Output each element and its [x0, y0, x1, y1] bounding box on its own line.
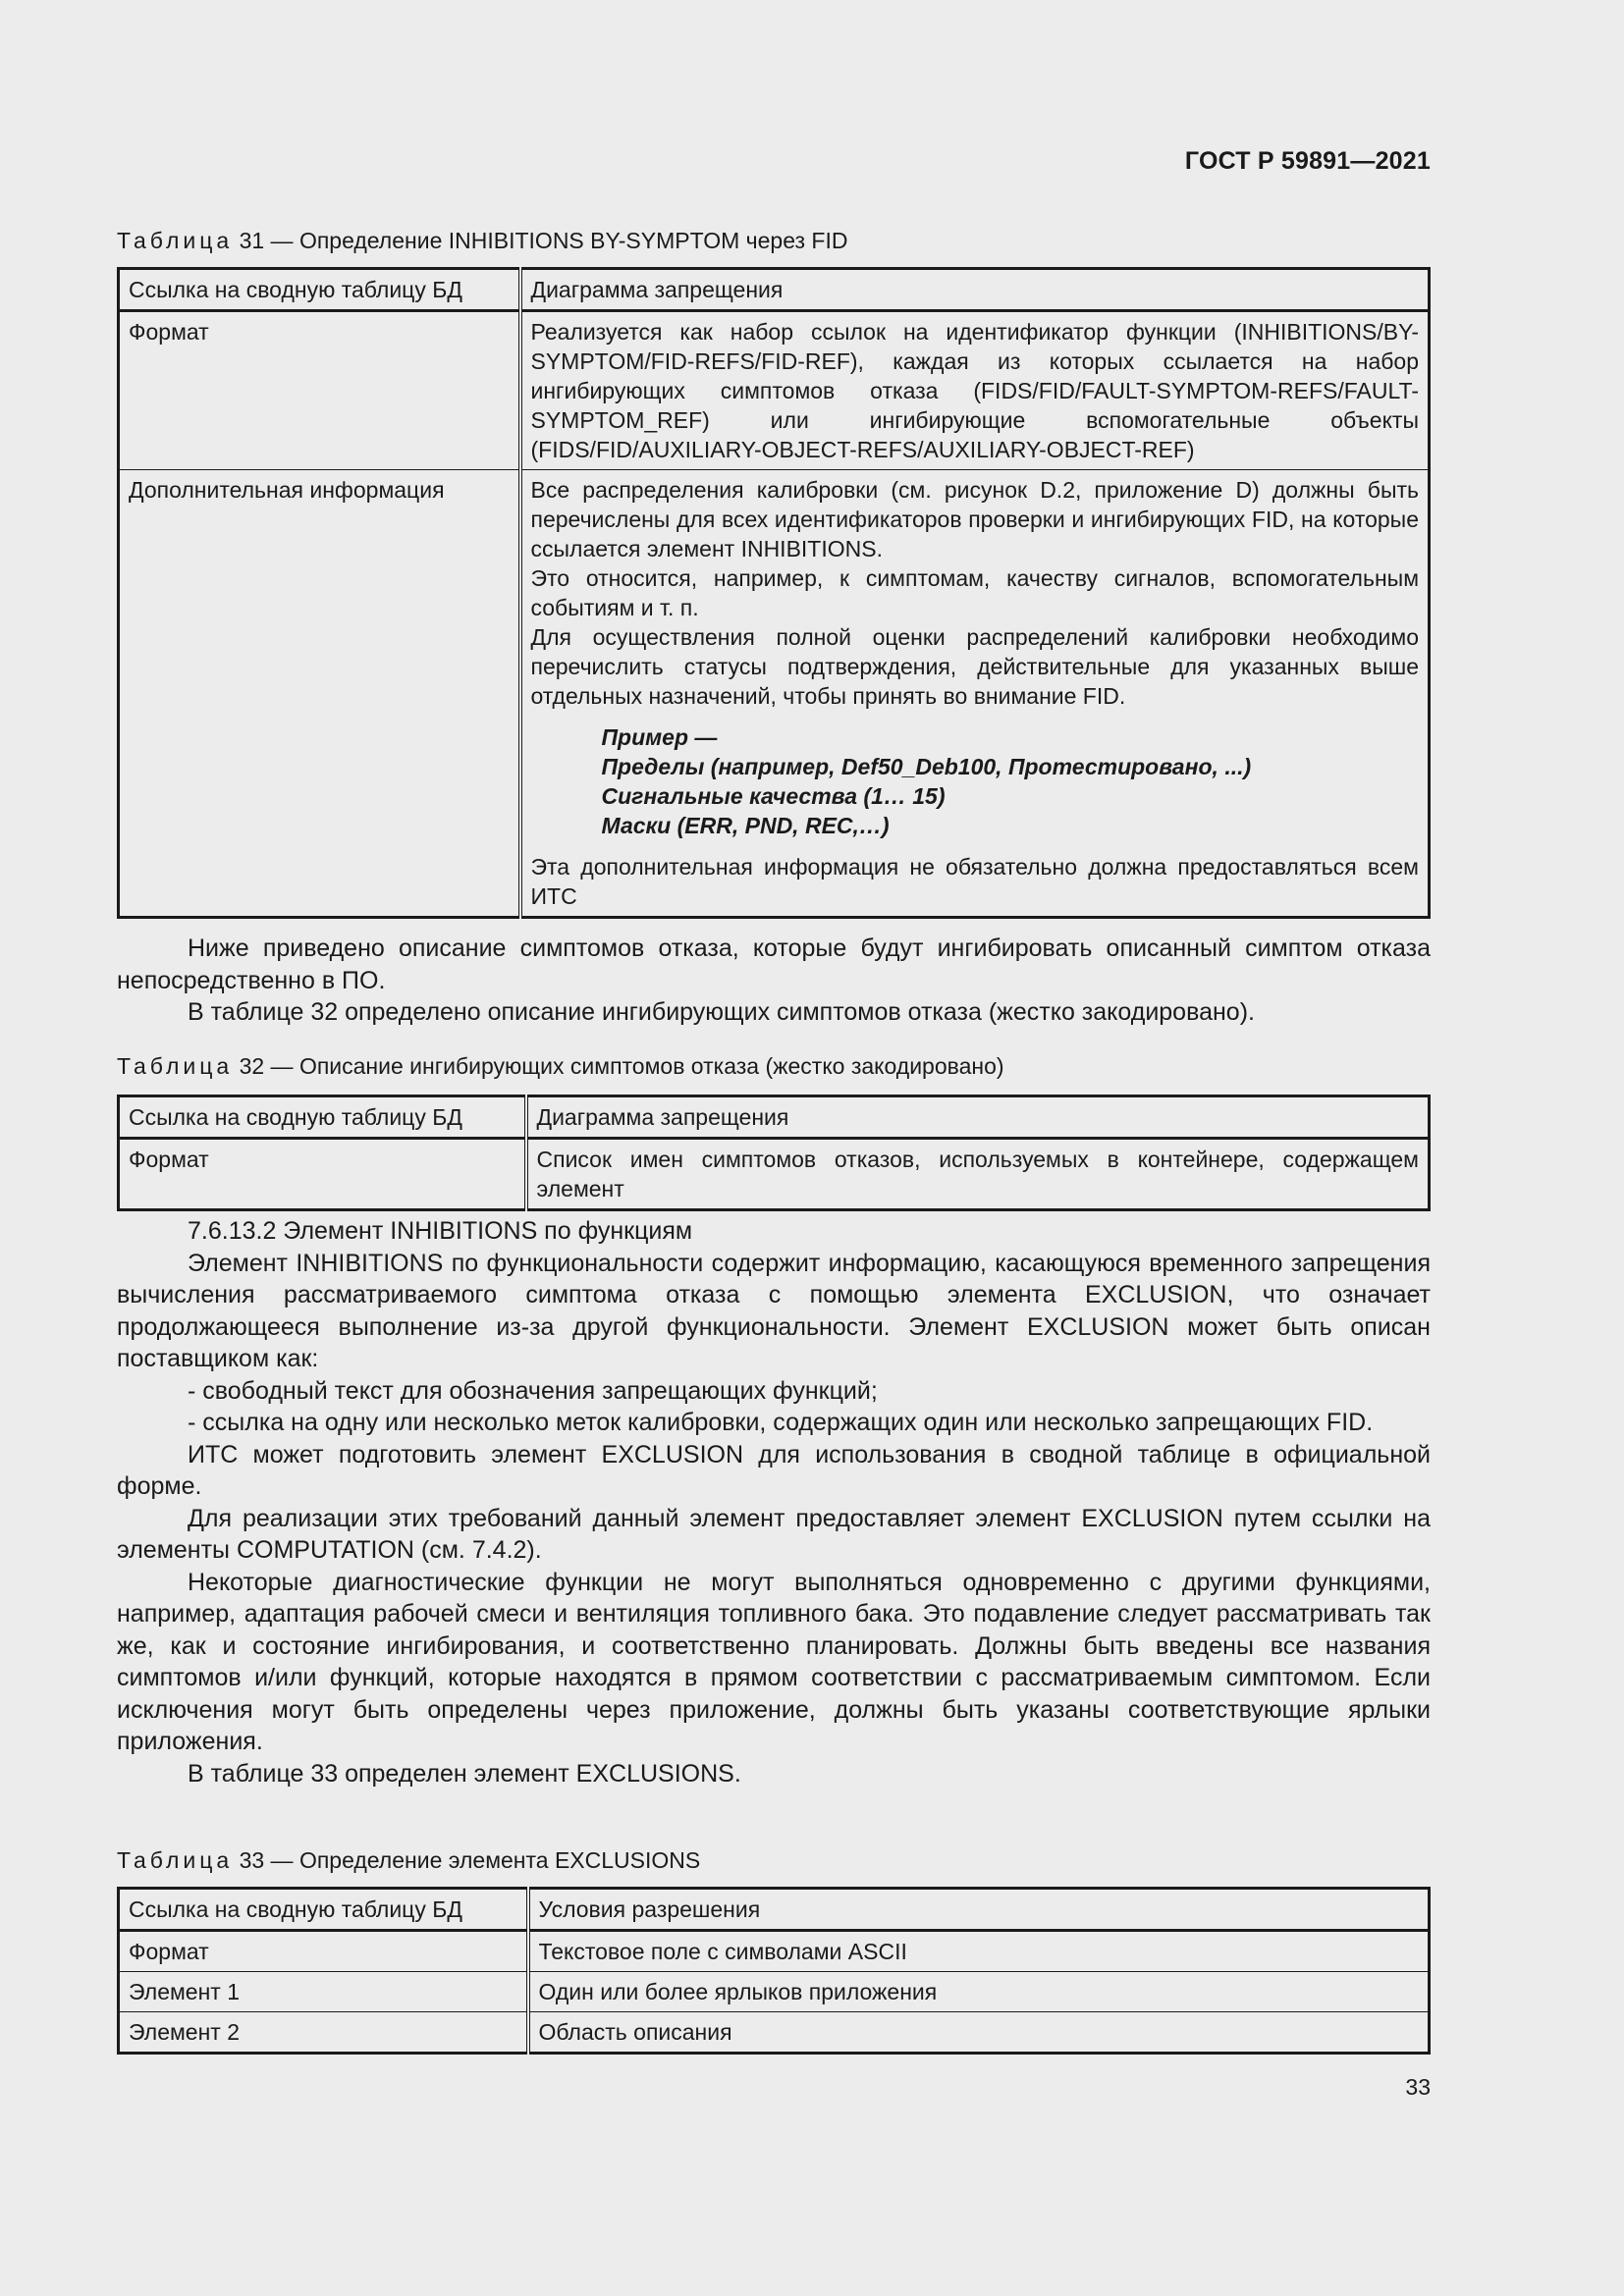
table32-row1-text: Список имен симптомов отказов, используемых в контейнере, содержащем элемент: [526, 1139, 1430, 1210]
example-line: Сигнальные качества (1… 15): [601, 783, 946, 809]
list-item: - свободный текст для обозначения запрещающих функций;: [188, 1376, 878, 1405]
table31-row2-p1: Все распределения калибровки (см. рисунок D.2, приложение D) должны быть перечислены для всех идентификаторов проверки и ингибирующих FID, на которые ссылается элемент INHIBITIONS.: [530, 477, 1419, 561]
table33-header-col2: Условия разрешения: [528, 1889, 1430, 1931]
table31-header-col1: Ссылка на сводную таблицу БД: [119, 269, 520, 311]
paragraph: Ниже приведено описание симптомов отказа, которые будут ингибировать описанный симптом отказа непосредственно в ПО.: [117, 934, 1431, 994]
table31-row1-label: Формат: [119, 311, 520, 470]
table31-caption-label: Таблица: [117, 228, 234, 253]
table31-row1-text: Реализуется как набор ссылок на идентификатор функции (INHIBITIONS/BY-SYMPTOM/FID-REFS/FID-REF), каждая из которых ссылается на набор ингибирующих симптомов отказа (FIDS/FID/FAULT-SYMPTOM-REFS/FAULT-SYMPTOM_REF) или ингибирующие вспомогательные объекты (FIDS/FID/AUXILIARY-OBJECT-REFS/AUXILIARY-OBJECT-REF): [520, 311, 1430, 470]
table33-row-label: Элемент 2: [119, 2012, 528, 2054]
table32: [117, 1095, 1431, 1211]
table31-caption-text: 31 — Определение INHIBITIONS BY-SYMPTOM через FID: [239, 228, 848, 253]
paragraph: В таблице 33 определен элемент EXCLUSIONS.: [188, 1759, 741, 1788]
paragraph: Некоторые диагностические функции не могут выполняться одновременно с другими функциями, например, адаптация рабочей смеси и вентиляция топливного бака. Это подавление следует рассматривать так же, как и состояние ингибирования, и соответственно планировать. Должны быть введены все названия симптомов и/или функций, которые находятся в прямом соответствии с рассматриваемым симптомом. Если исключения могут быть определены через приложение, должны быть указаны соответствующие ярлыки приложения.: [117, 1568, 1431, 1755]
page-number: 33: [1405, 2074, 1431, 2100]
paragraph: В таблице 32 определено описание ингибирующих симптомов отказа (жестко закодировано).: [188, 998, 1255, 1026]
table32-row1-label: Формат: [119, 1139, 526, 1210]
example-line: Пределы (например, Def50_Deb100, Протестировано, ...): [601, 754, 1252, 779]
table31-header-row: [119, 269, 1430, 311]
paragraph: ИТС может подготовить элемент EXCLUSION для использования в сводной таблице в официальной форме.: [117, 1440, 1431, 1500]
table32-caption: [117, 1051, 1431, 1081]
table33-caption-label: Таблица: [117, 1847, 234, 1873]
table33-header-col1: Ссылка на сводную таблицу БД: [119, 1889, 528, 1931]
table32-row-format: [119, 1139, 1430, 1210]
table33-row-value: Один или более ярлыков приложения: [528, 1972, 1430, 2012]
table33-row: [119, 2012, 1430, 2054]
table31-row2-p3: Для осуществления полной оценки распределений калибровки необходимо перечислить статусы подтверждения, действительные для указанных выше отдельных назначений, чтобы принять во внимание FID.: [530, 624, 1419, 709]
table31-row2-label: Дополнительная информация: [119, 470, 520, 918]
table31: [117, 267, 1431, 919]
example-heading: Пример —: [601, 724, 718, 750]
table33-row: [119, 1972, 1430, 2012]
table31-example: [602, 722, 1420, 840]
table32-header-row: [119, 1096, 1430, 1139]
table31-caption: [117, 226, 1431, 255]
table33-caption: [117, 1845, 1431, 1875]
table31-row2-p2: Это относится, например, к симптомам, качеству сигналов, вспомогательным событиям и т. п.: [530, 565, 1419, 620]
table32-header-col2: Диаграмма запрещения: [526, 1096, 1430, 1139]
table32-caption-label: Таблица: [117, 1053, 234, 1079]
table33-row-label: Формат: [119, 1931, 528, 1972]
table31-header-col2: Диаграмма запрещения: [520, 269, 1430, 311]
standard-designation: ГОСТ Р 59891—2021: [1184, 147, 1431, 175]
list-item: - ссылка на одну или несколько меток калибровки, содержащих один или несколько запрещающих FID.: [188, 1409, 1374, 1436]
table33-row-label: Элемент 1: [119, 1972, 528, 2012]
table33-row-value: Текстовое поле с символами ASCII: [528, 1931, 1430, 1972]
table33: [117, 1887, 1431, 2055]
table31-block: [117, 226, 1431, 919]
table32-caption-text: 32 — Описание ингибирующих симптомов отказа (жестко закодировано): [239, 1053, 1004, 1079]
example-line: Маски (ERR, PND, REC,…): [601, 813, 890, 838]
section-heading: 7.6.13.2 Элемент INHIBITIONS по функциям: [188, 1217, 693, 1245]
table31-row-format: [119, 311, 1430, 470]
table32-block: [117, 1051, 1431, 1211]
table31-row2-p4: Эта дополнительная информация не обязательно должна предоставляться всем ИТС: [530, 854, 1419, 909]
table31-row-additional: [119, 470, 1430, 918]
paragraph: Элемент INHIBITIONS по функциональности содержит информацию, касающуюся временного запрещения вычисления рассматриваемого симптома отказа с помощью элемента EXCLUSION, что означает продолжающееся выполнение из-за другой функциональности. Элемент EXCLUSION может быть описан поставщиком как:: [117, 1249, 1431, 1372]
table33-row-value: Область описания: [528, 2012, 1430, 2054]
table31-row2-content: [520, 470, 1430, 918]
text-between-31-32: [117, 933, 1431, 1029]
section-7-6-13-2: [117, 1215, 1431, 1789]
table33-row: [119, 1931, 1430, 1972]
table33-caption-text: 33 — Определение элемента EXCLUSIONS: [239, 1847, 701, 1873]
table33-block: [117, 1845, 1431, 2055]
table33-header-row: [119, 1889, 1430, 1931]
table32-header-col1: Ссылка на сводную таблицу БД: [119, 1096, 526, 1139]
paragraph: Для реализации этих требований данный элемент предоставляет элемент EXCLUSION путем ссылки на элементы COMPUTATION (см. 7.4.2).: [117, 1504, 1431, 1564]
